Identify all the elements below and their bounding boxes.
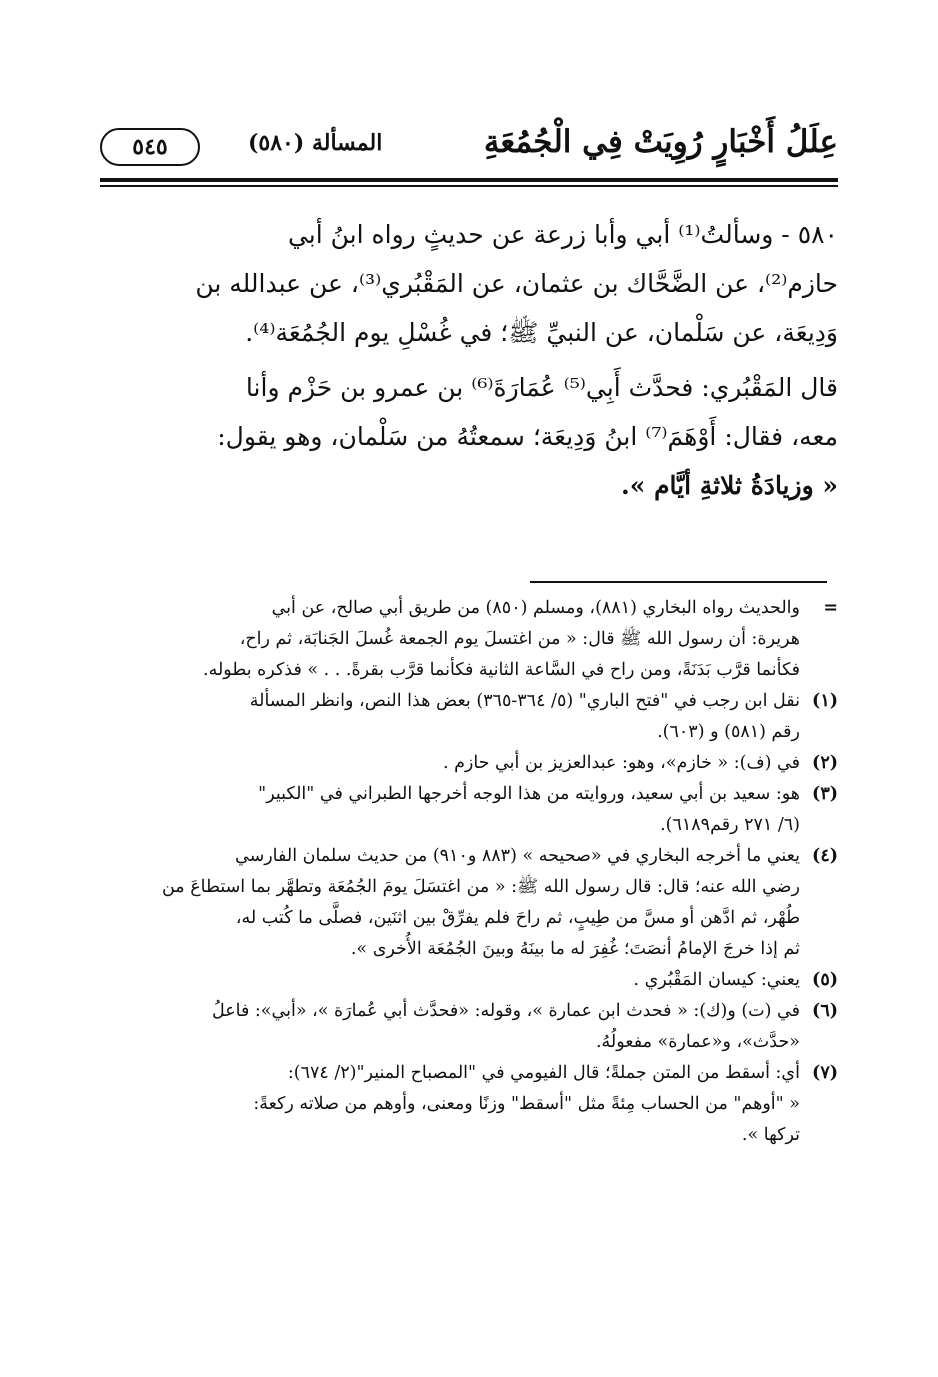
footnote-line: فكأنما قرَّب بَدَنَةً، ومن راح في السَّاعة الثانية فكأنما قرَّب بقرةً. . . » فذكره بطوله. <box>203 660 800 680</box>
footnote-mark: (٤) <box>812 846 838 866</box>
footnote-body <box>105 686 800 748</box>
footnote-body <box>105 1058 800 1151</box>
text-line: قال المَقْبُري: فحدَّث أَبِي⁽⁵⁾ عُمَارَةَ⁽⁶⁾ بن عمرو بن حَزْم وأنا <box>245 373 838 402</box>
footnote-body <box>105 841 800 965</box>
issue-number: المسألة (٥٨٠) <box>248 130 383 156</box>
footnote-mark: (٢) <box>812 753 838 773</box>
footnote-mark: (١) <box>812 691 838 711</box>
footnote-line: والحديث رواه البخاري (٨٨١)، ومسلم (٨٥٠) من طريق أبي صالح، عن أبي <box>271 598 800 618</box>
footnote-body <box>105 996 800 1058</box>
footnote-body <box>105 593 800 686</box>
book-title: عِلَلُ أَخْبَارٍ رُوِيَتْ فِي الْجُمُعَةِ <box>483 124 838 160</box>
footnote-mark: (٥) <box>812 970 838 990</box>
footnote-continued <box>105 593 838 686</box>
footnote-mark: (٧) <box>812 1063 838 1083</box>
footnote-body <box>105 779 800 841</box>
footnote-5 <box>105 965 838 996</box>
footnote-body <box>105 748 800 779</box>
page-number: ٥٤٥ <box>100 128 200 166</box>
main-text <box>105 210 838 516</box>
footnote-line: ثم إذا خرجَ الإمامُ أنصَتَ؛ غُفِرَ له ما بينَهُ وبينَ الجُمُعَة الأُخرى ». <box>350 939 800 959</box>
footnote-separator <box>530 581 827 583</box>
text-line: حازم⁽²⁾، عن الضَّحَّاك بن عثمان، عن المَقْبُري⁽³⁾، عن عبدالله بن <box>195 269 838 298</box>
footnote-line: هو: سعيد بن أبي سعيد، وروايته من هذا الوجه أخرجها الطبراني في "الكبير" <box>258 784 800 804</box>
footnote-3 <box>105 779 838 841</box>
footnote-line: في (ت) و(ك): « فحدث ابن عمارة »، وقوله: «فحدَّث أبي عُمارَة »، «أبي»: فاعلُ <box>211 1001 800 1021</box>
footnote-line: يعني: كيسان المَقْبُري . <box>633 970 800 990</box>
footnote-2 <box>105 748 838 779</box>
footnote-1 <box>105 686 838 748</box>
footnote-7 <box>105 1058 838 1151</box>
header-rule-thin <box>100 185 838 187</box>
text-line: وَدِيعَة، عن سَلْمان، عن النبيِّ ﷺ؛ في غُسْلِ يوم الجُمُعَة⁽⁴⁾. <box>245 318 838 347</box>
footnote-line: أي: أسقط من المتن جملةً؛ قال الفيومي في "المصباح المنير"(٢/ ٦٧٤): <box>287 1063 800 1083</box>
footnote-mark: (٦) <box>812 1001 838 1021</box>
footnote-line: طُهْر، ثم ادَّهن أو مسَّ من طِيبٍ، ثم راحَ فلم يفرِّقْ بين اثنَين، فصلَّى ما كُتب له، <box>235 908 800 928</box>
footnote-line: رضي الله عنه؛ قال: قال رسول الله ﷺ: « من اغتسَلَ يومَ الجُمُعَة وتطهَّر بما استطاعَ من <box>161 877 800 897</box>
footnotes <box>105 593 838 1151</box>
text-line: معه، فقال: أَوْهَمَ⁽⁷⁾ ابنُ وَدِيعَة؛ سمعتُهُ من سَلْمان، وهو يقول: <box>217 422 838 451</box>
footnote-line: يعني ما أخرجه البخاري في «صحيحه » (٨٨٣ و٩١٠) من حديث سلمان الفارسي <box>234 846 800 866</box>
footnote-line: تركها ». <box>741 1125 800 1145</box>
footnote-line: (٦/ ٢٧١ رقم٦١٨٩). <box>660 815 800 835</box>
footnote-line: رقم (٥٨١) و (٦٠٣). <box>657 722 800 742</box>
footnote-6 <box>105 996 838 1058</box>
footnote-line: هريرة: أن رسول الله ﷺ قال: « من اغتسلَ يوم الجمعة غُسلَ الجَنابَة، ثم راح، <box>239 629 800 649</box>
footnote-line: « "أوهم" من الحساب مِئةً مثل "أسقط" وزنًا ومعنى، وأوهم من صلاته ركعةً: <box>253 1094 800 1114</box>
running-header <box>100 120 838 176</box>
footnote-line: «حدَّث»، و«عمارة» مفعولُهُ. <box>595 1032 800 1052</box>
paragraph-question <box>105 210 838 357</box>
text-line: ٥٨٠ - وسألتُ⁽¹⁾ أبي وأبا زرعة عن حديثٍ رواه ابنُ أبي <box>287 220 838 249</box>
text-line: « وزيادَةُ ثلاثةِ أيَّام ». <box>621 471 838 500</box>
footnote-4 <box>105 841 838 965</box>
footnote-body <box>105 965 800 996</box>
footnote-mark: (٣) <box>812 784 838 804</box>
footnote-mark: = <box>823 598 838 618</box>
paragraph-statement <box>105 363 838 510</box>
header-rule-thick <box>100 178 838 182</box>
footnote-line: نقل ابن رجب في "فتح الباري" (٥/ ٣٦٤-٣٦٥) بعض هذا النص، وانظر المسألة <box>249 691 800 711</box>
footnote-line: في (ف): « خازم»، وهو: عبدالعزيز بن أبي حازم . <box>442 753 800 773</box>
